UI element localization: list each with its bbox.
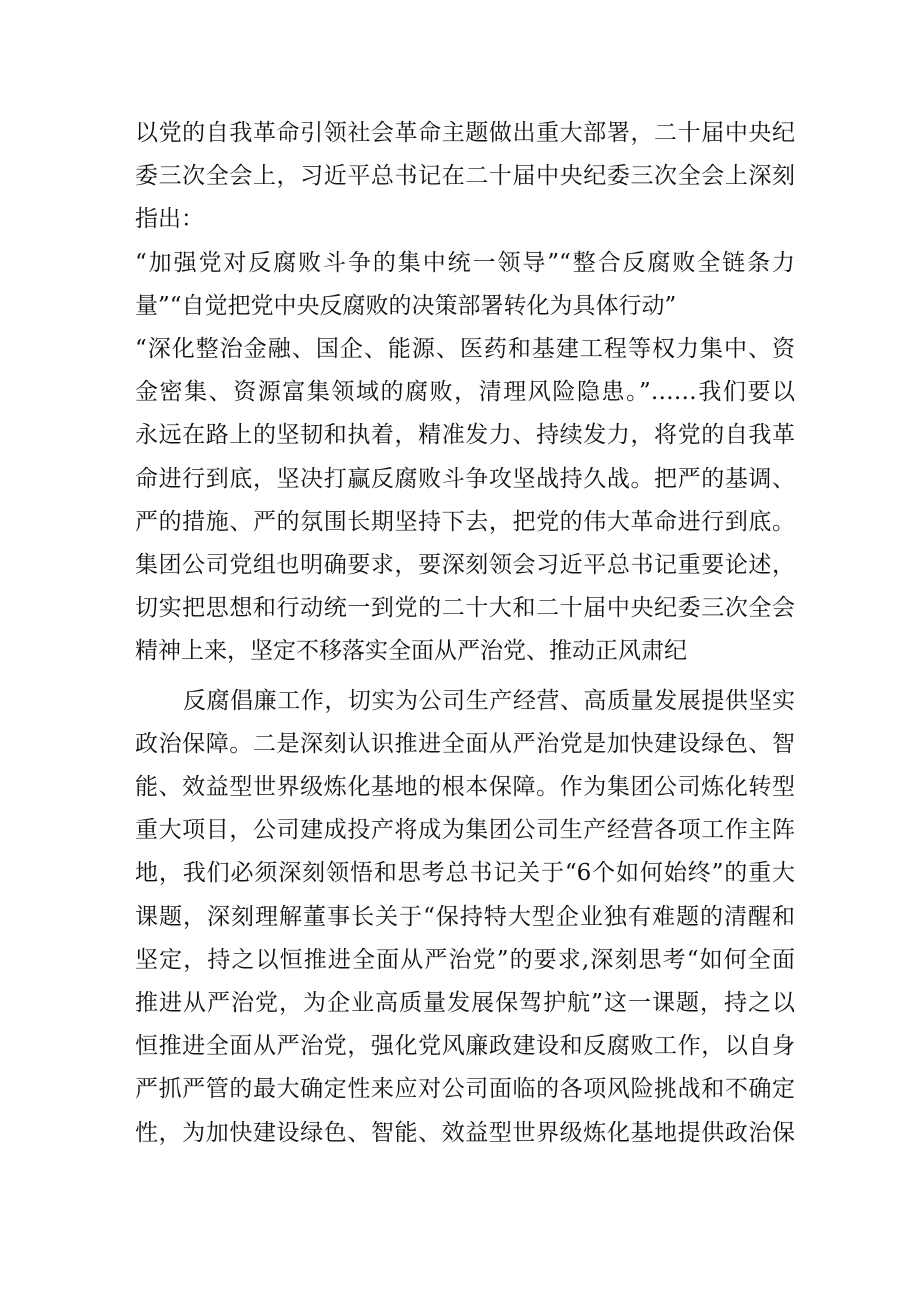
text-line: 重大项目，公司建成投产将成为集团公司生产经营各项工作主阵 — [135, 817, 795, 844]
text-line: 恒推进全面从严治党，强化党风廉政建设和反腐败工作，以自身 — [135, 1033, 795, 1060]
text-line: 量”“自觉把党中央反腐败的决策部署转化为具体行动” — [135, 292, 677, 319]
text-line: 指出： — [135, 206, 204, 233]
text-line: 切实把思想和行动统一到党的二十大和二十届中央纪委三次全会 — [135, 595, 795, 622]
text-line: 能、效益型世界级炼化基地的根本保障。作为集团公司炼化转型 — [135, 774, 795, 801]
text-line: 严抓严管的最大确定性来应对公司面临的各项风险挑战和不确定 — [135, 1076, 795, 1103]
text-line: “深化整治金融、国企、能源、医药和基建工程等权力集中、资 — [135, 336, 795, 363]
text-line: 金密集、资源富集领域的腐败，清理风险隐患。”……我们要以 — [135, 379, 795, 406]
body-text — [135, 112, 795, 1155]
text-line: 以党的自我革命引领社会革命主题做出重大部署，二十届中央纪 — [135, 120, 795, 146]
paragraph-1 — [135, 112, 795, 242]
text-line: 严的措施、严的氛围长期坚持下去，把党的伟大革命进行到底。 — [135, 508, 795, 535]
text-line: 精神上来，坚定不移落实全面从严治党、推动正风肃纪 — [135, 638, 687, 665]
text-line: 永远在路上的坚韧和执着，精准发力、持续发力，将党的自我革 — [135, 422, 795, 449]
paragraph-2 — [135, 242, 795, 328]
text-line: 委三次全会上，习近平总书记在二十届中央纪委三次全会上深刻 — [135, 163, 795, 190]
text-line: 政治保障。二是深刻认识推进全面从严治党是加快建设绿色、智 — [135, 730, 795, 757]
text-line: 反腐倡廉工作，切实为公司生产经营、高质量发展提供坚实 — [183, 687, 795, 714]
paragraph-4 — [135, 680, 795, 1155]
text-line: 集团公司党组也明确要求，要深刻领会习近平总书记重要论述， — [135, 552, 795, 579]
text-line: 课题，深刻理解董事长关于“保持特大型企业独有难题的清醒和 — [135, 903, 795, 930]
paragraph-3 — [135, 328, 795, 674]
text-line: 推进从严治党，为企业高质量发展保驾护航”这一课题，持之以 — [135, 990, 795, 1017]
text-line: “加强党对反腐败斗争的集中统一领导”“整合反腐败全链条力 — [135, 249, 795, 276]
text-line: 地，我们必须深刻领悟和思考总书记关于“6个如何始终”的重大 — [135, 860, 795, 887]
text-line: 性，为加快建设绿色、智能、效益型世界级炼化基地提供政治保 — [135, 1119, 795, 1146]
text-line: 命进行到底，坚决打赢反腐败斗争攻坚战持久战。把严的基调、 — [135, 465, 795, 492]
text-line: 坚定，持之以恒推进全面从严治党”的要求,深刻思考“如何全面 — [135, 946, 795, 973]
